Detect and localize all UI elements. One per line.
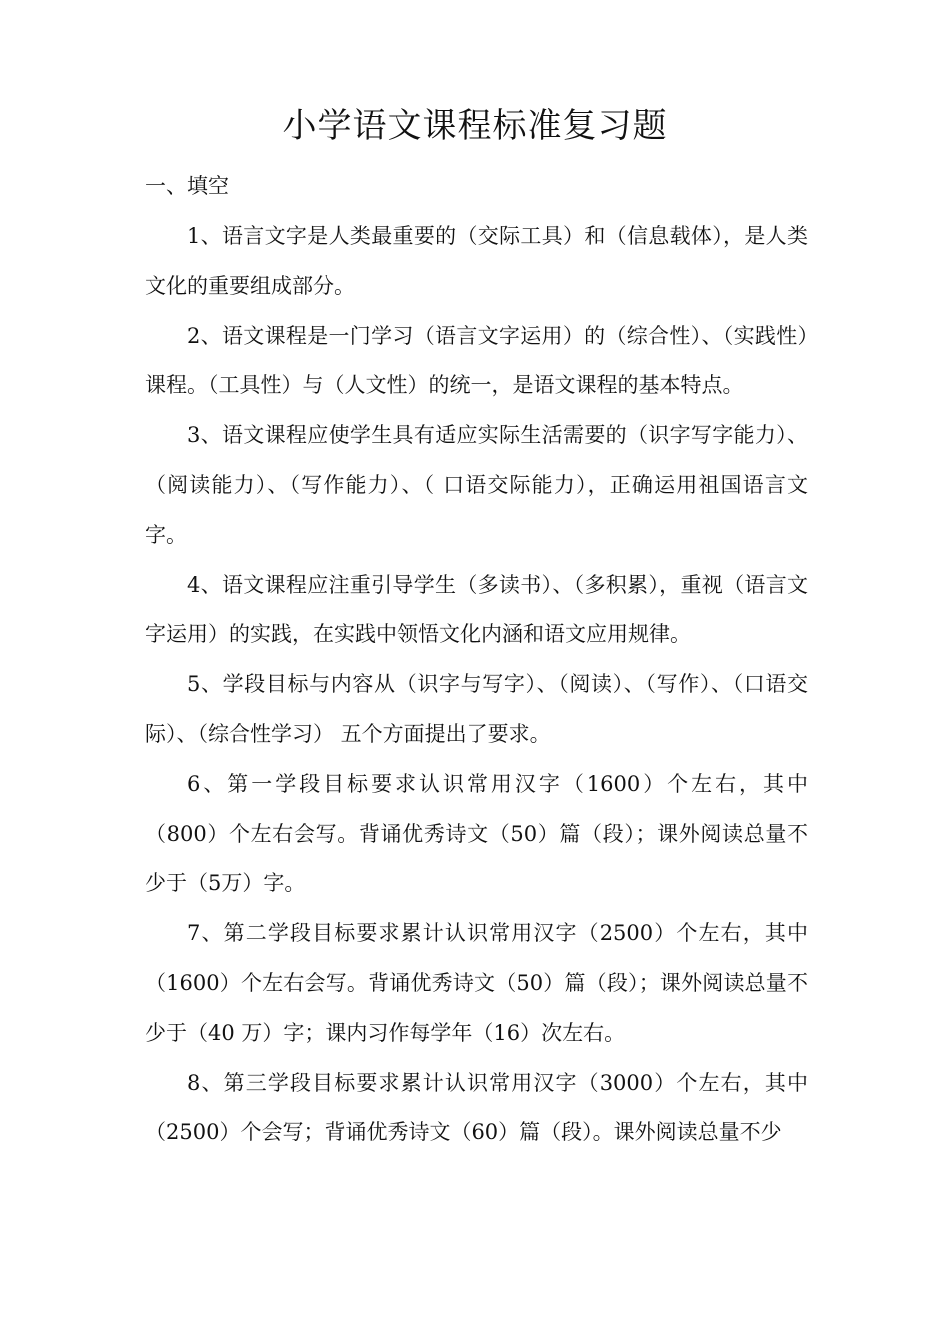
question-3: 3、语文课程应使学生具有适应实际生活需要的（识字写字能力）、（阅读能力）、（写作能力）、（ 口语交际能力），正确运用祖国语言文字。 [145, 423, 808, 547]
question-4: 4、语文课程应注重引导学生（多读书）、（多积累），重视（语言文字运用）的实践，在实践中领悟文化内涵和语文应用规律。 [145, 572, 808, 647]
question-5: 5、学段目标与内容从（识字与写字）、（阅读）、（写作）、（口语交际）、（综合性学习） 五个方面提出了要求。 [145, 672, 808, 746]
question-1: 1、语言文字是人类最重要的（交际工具）和（信息载体），是人类文化的重要组成部分。 [145, 224, 808, 298]
question-7: 7、第二学段目标要求累计认识常用汉字（2500）个左右，其中（1600）个左右会写。背诵优秀诗文（50）篇（段）；课外阅读总量不少于（40 万）字；课内习作每学年（16）次左右。 [145, 921, 808, 1045]
question-2: 2、语文课程是一门学习（语言文字运用）的（综合性）、（实践性）课程。（工具性）与（人文性）的统一，是语文课程的基本特点。 [145, 323, 808, 398]
document-title: 小学语文课程标准复习题 [282, 106, 668, 146]
section-heading: 一、填空 [145, 174, 229, 198]
question-6: 6、第一学段目标要求认识常用汉字（1600）个左右，其中（800）个左右会写。背诵优秀诗文（50）篇（段）；课外阅读总量不少于（5万）字。 [145, 771, 808, 896]
question-8: 8、第三学段目标要求累计认识常用汉字（3000）个左右，其中（2500）个会写；背诵优秀诗文（60）篇（段）。课外阅读总量不少 [145, 1070, 808, 1145]
question-list [145, 212, 808, 1158]
